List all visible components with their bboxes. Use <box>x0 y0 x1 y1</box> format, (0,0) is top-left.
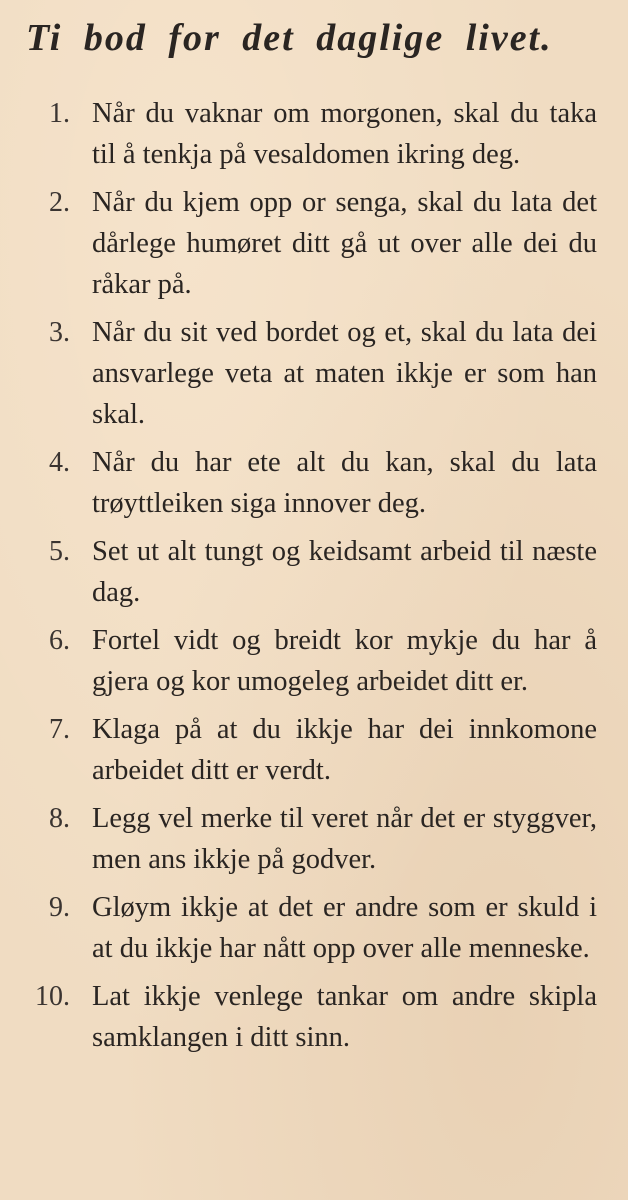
item-number: 3. <box>49 317 70 348</box>
list-item <box>0 620 628 702</box>
item-text: Fortel vidt og breidt kor mykje du har å gjera og kor umogeleg arbeidet ditt er. <box>92 625 597 697</box>
list-item <box>0 312 628 435</box>
item-text: Set ut alt tungt og keidsamt arbeid til næste dag. <box>92 536 597 608</box>
list-item <box>0 442 628 524</box>
item-number: 5. <box>49 536 70 567</box>
document-title: Ti bod for det daglige livet. <box>26 17 553 59</box>
commandment-list <box>0 93 628 1065</box>
item-number: 4. <box>49 447 70 478</box>
item-number: 10. <box>35 981 70 1012</box>
list-item <box>0 93 628 175</box>
item-text: Når du kjem opp or senga, skal du lata det dårlege humøret ditt gå ut over alle dei du råkar på. <box>92 187 597 300</box>
item-text: Når du sit ved bordet og et, skal du lata dei ansvarlege veta at maten ikkje er som han skal. <box>92 317 597 430</box>
item-text: Når du vaknar om morgonen, skal du taka til å tenkja på vesaldomen ikring deg. <box>92 98 597 170</box>
list-item <box>0 887 628 969</box>
item-number: 2. <box>49 187 70 218</box>
list-item <box>0 798 628 880</box>
item-text: Når du har ete alt du kan, skal du lata trøyttleiken siga innover deg. <box>92 447 597 519</box>
list-item <box>0 976 628 1058</box>
item-number: 8. <box>49 803 70 834</box>
item-number: 6. <box>49 625 70 656</box>
item-text: Legg vel merke til veret når det er styggver, men ans ikkje på godver. <box>92 803 597 875</box>
item-number: 1. <box>49 98 70 129</box>
list-item <box>0 182 628 305</box>
item-text: Gløym ikkje at det er andre som er skuld i at du ikkje har nått opp over alle menneske. <box>92 892 597 964</box>
item-number: 7. <box>49 714 70 745</box>
item-number: 9. <box>49 892 70 923</box>
item-text: Klaga på at du ikkje har dei innkomone arbeidet ditt er verdt. <box>92 714 597 786</box>
list-item <box>0 709 628 791</box>
item-text: Lat ikkje venlege tankar om andre skipla samklangen i ditt sinn. <box>92 981 597 1053</box>
list-item <box>0 531 628 613</box>
